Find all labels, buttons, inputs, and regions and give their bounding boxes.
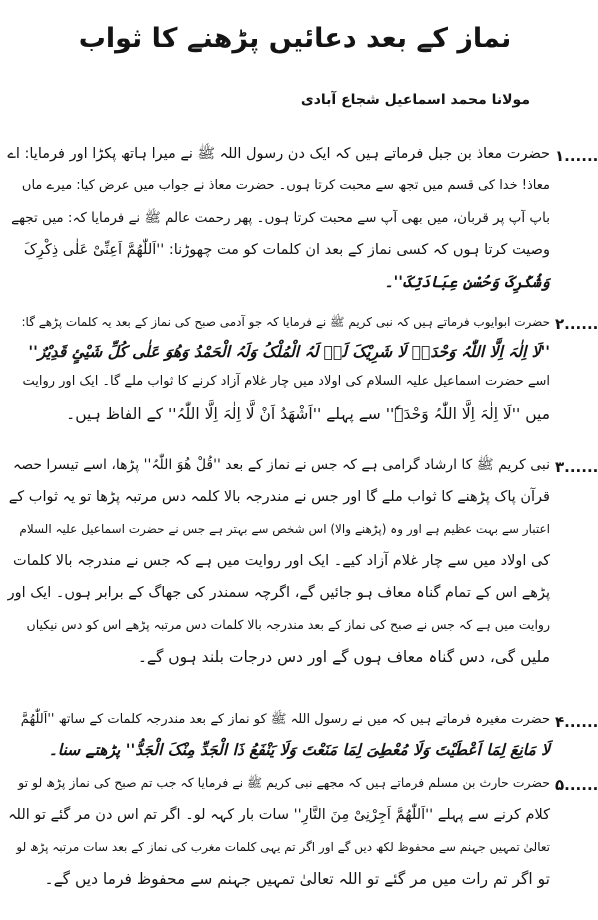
page-title: نماز کے بعد دعائیں پڑھنے کا ثواب — [78, 23, 512, 54]
text-line: حضرت ابوایوب فرماتے ہیں کہ نبی کریم ﷺ نے فرمایا کہ جو آدمی صبح کی نماز کے بعد یہ کلمات پڑھے گا: — [21, 315, 550, 329]
section-number: ۴...... — [555, 713, 598, 731]
section-number: ۵...... — [555, 776, 598, 794]
text-line: اسے حضرت اسماعیل علیہ السلام کی اولاد میں چار غلام آزاد کرنے کا ثواب ملے گا۔ ایک اور روایت — [22, 374, 550, 389]
section-number: ۱...... — [555, 147, 598, 165]
text-line: پڑھے اس کے تمام گناہ معاف ہو جائیں گے، اگرچہ سمندر کی جھاگ کے برابر ہوں۔ ایک اور — [7, 585, 550, 601]
text-line: کی اولاد میں سے چار غلام آزاد کیے۔ ایک اور روایت میں ہے کہ جس نے مندرجہ بالا کلمات — [13, 553, 550, 569]
section-number: ۲...... — [555, 315, 598, 333]
author-name: مولانا محمد اسماعیل شجاع آبادی — [300, 92, 530, 108]
text-line: حضرت معاذ بن جبل فرماتے ہیں کہ ایک دن رسول اللہ ﷺ نے میرا ہاتھ پکڑا اور فرمایا: اے — [7, 146, 550, 162]
dua-text-line: لَا مَانِعَ لِمَا اَعْطَیْتَ وَلَا مُعْطِیَ لِمَا مَنَعْتَ وَلَا یَنْفَعُ ذَا الْجَدِّ مِنْکَ الْجَدُّ'' پڑھتے سنا۔ — [48, 740, 550, 759]
text-line: تعالیٰ تمہیں جہنم سے محفوظ لکھ دیں گے اور اگر تم یہی کلمات مغرب کی نماز کے بعد سات مرتبہ پڑھ لو — [16, 840, 550, 854]
text-line: وصیت کرتا ہوں کہ کسی نماز کے بعد ان کلمات کو مت چھوڑنا: ''اَللّٰھُمَّ اَعِنِّیْ عَلٰی ذِکْرِکَ — [23, 242, 550, 258]
text-line: ملیں گی، دس گناہ معاف ہوں گے اور دس درجات بلند ہوں گے۔ — [137, 648, 550, 666]
text-line: کلام کرنے سے پہلے ''اَللّٰھُمَّ اَجِرْنِیْ مِنَ النَّارِ'' سات بار کہہ لو۔ اگر تم اس دن مر گئے تو اللہ — [8, 807, 550, 823]
text-line: حضرت حارث بن مسلم فرماتے ہیں کہ مجھے نبی کریم ﷺ نے فرمایا کہ جب تم صبح کی نماز پڑھ لو تو — [18, 775, 550, 790]
dua-text-line: ''لَا اِلٰہَ اِلَّا اللّٰہُ وَحْدَہٗ لَا شَرِیْکَ لَہٗ لَہُ الْمُلْکُ وَلَہُ الْحَمْدُ وَھُوَ عَلٰی کُلِّ شَیْئٍ قَدِیْرٌ'' — [28, 342, 550, 361]
text-line: معاذ! خدا کی قسم میں تجھ سے محبت کرتا ہوں۔ حضرت معاذ نے جواب میں عرض کیا: میرے ماں — [21, 178, 550, 193]
dua-text-line: وَشُکْرِکَ وَحُسْنِ عِبَادَتِکَ''۔ — [384, 272, 550, 291]
section-number: ۳...... — [555, 458, 598, 476]
text-line: حضرت مغیرہ فرماتے ہیں کہ میں نے رسول اللہ ﷺ کو نماز کے بعد مندرجہ کلمات کے ساتھ ''اَللّٰھُمَّ — [20, 712, 550, 727]
text-line: روایت میں ہے کہ جس نے صبح کی نماز کے بعد مندرجہ بالا کلمات دس مرتبہ پڑھے اس کو دس نیکیاں — [26, 617, 550, 632]
text-line: تو اگر تم رات میں مر گئے تو اللہ تعالیٰ تمہیں جہنم سے محفوظ فرما دیں گے۔ — [44, 870, 550, 888]
text-line: باپ آپ پر قربان، میں بھی آپ سے محبت کرتا ہوں۔ پھر رحمت عالم ﷺ نے فرمایا کہ: میں تجھے — [11, 210, 550, 226]
text-line: قرآن پاک پڑھنے کا ثواب ملے گا اور جس نے مندرجہ بالا کلمہ دس مرتبہ پڑھا تو یہ ثواب کے — [8, 489, 550, 505]
text-line: نبی کریم ﷺ کا ارشاد گرامی ہے کہ جس نے نماز کے بعد ''قُلْ ھُوَ اللّٰہُ'' پڑھا، اسے تیسرا حصہ — [12, 457, 550, 473]
text-line: میں ''لَا اِلٰہَ اِلَّا اللّٰہُ وَحْدَہٗ'' سے پہلے ''اَشْھَدُ اَنْ لَّا اِلٰہَ اِلَّا اللّٰہُ'' کے الفاظ ہیں۔ — [66, 405, 550, 423]
text-line: اعتبار سے بہت عظیم ہے اور وہ (پڑھنے والا) اس شخص سے بہتر ہے جس نے حضرت اسماعیل علیہ السلام — [19, 522, 550, 536]
